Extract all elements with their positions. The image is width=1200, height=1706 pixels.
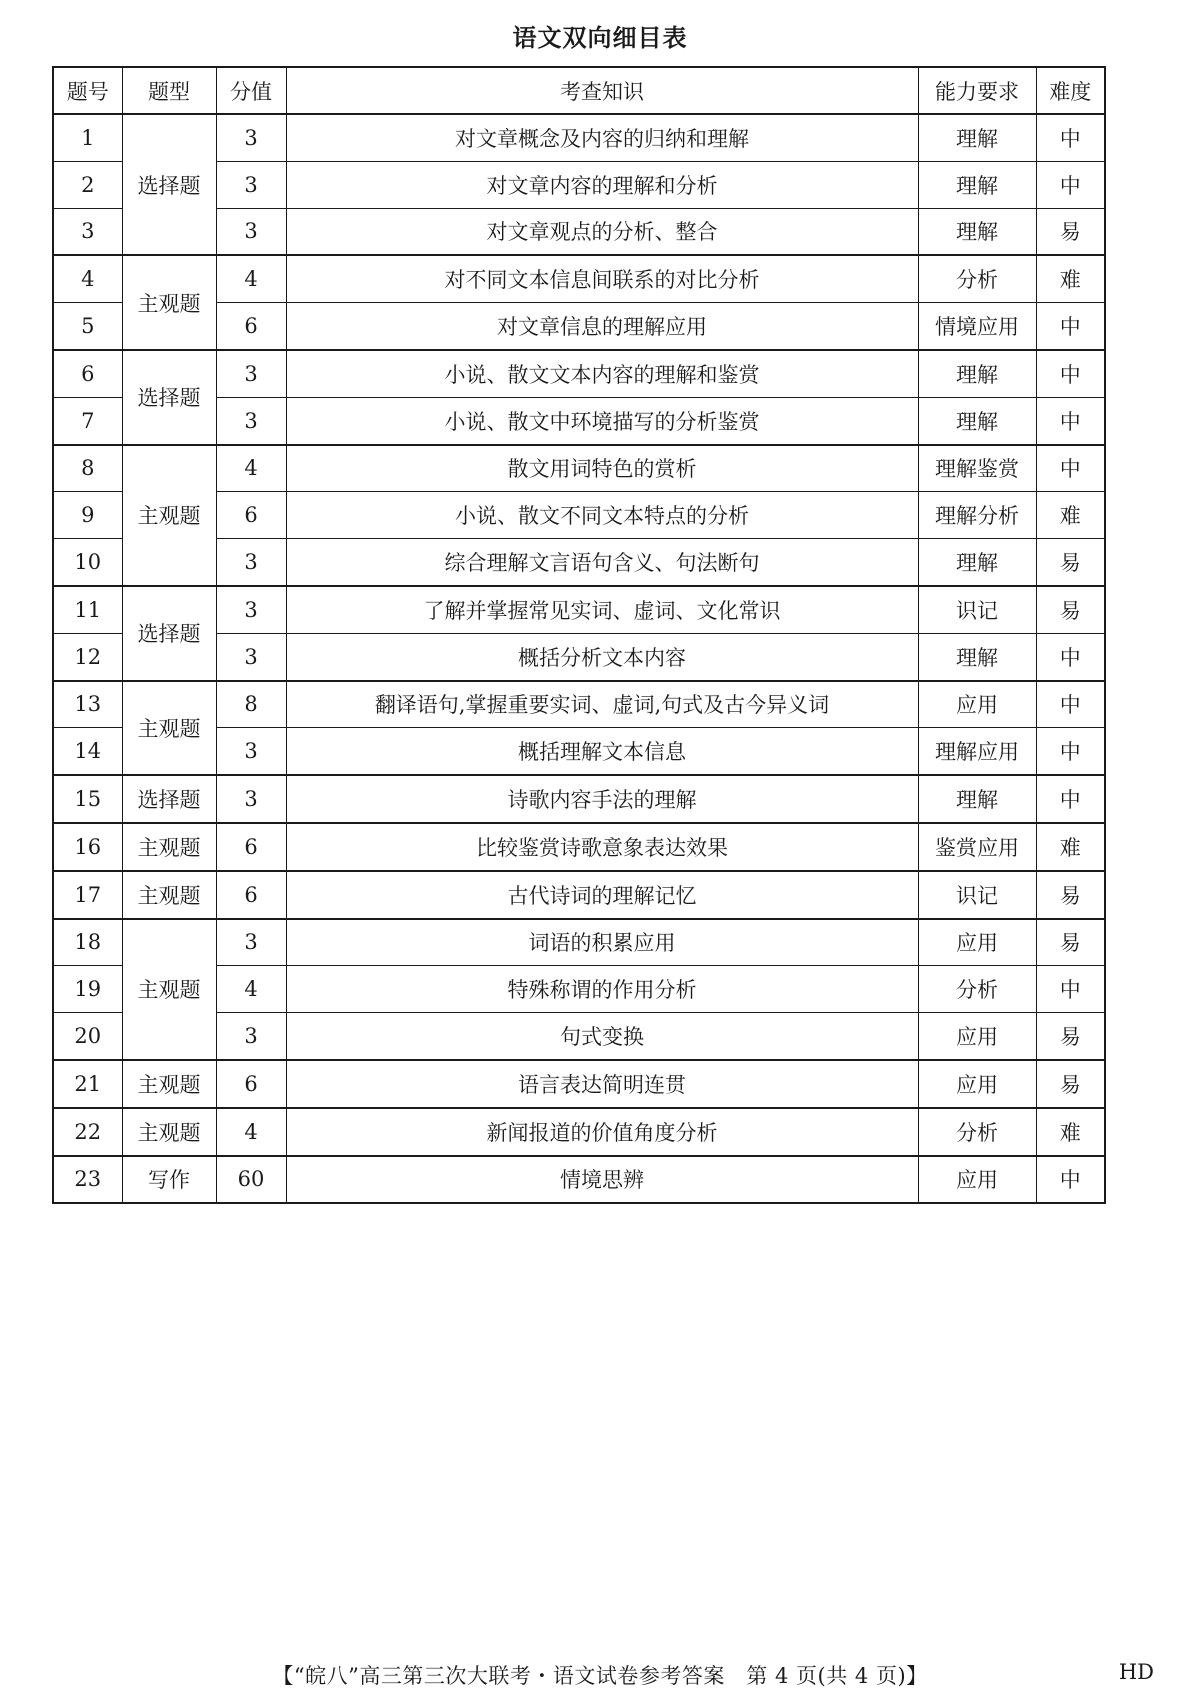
- header-ability: 能力要求: [918, 67, 1036, 114]
- cell-knowledge: 概括分析文本内容: [286, 633, 918, 680]
- cell-question-no: 12: [53, 633, 122, 680]
- cell-question-type: 选择题: [122, 114, 216, 255]
- cell-knowledge: 语言表达简明连贯: [286, 1060, 918, 1108]
- cell-difficulty: 中: [1036, 728, 1105, 775]
- cell-question-no: 18: [53, 919, 122, 966]
- page-title: 语文双向细目表: [512, 24, 688, 52]
- table-row: [53, 775, 1105, 823]
- cell-difficulty: 易: [1036, 1013, 1105, 1060]
- table-row: [53, 1156, 1105, 1204]
- cell-ability: 分析: [918, 255, 1036, 302]
- cell-question-no: 17: [53, 871, 122, 919]
- cell-knowledge: 对不同文本信息间联系的对比分析: [286, 255, 918, 302]
- cell-difficulty: 易: [1036, 919, 1105, 966]
- table-row: [53, 1060, 1105, 1108]
- cell-question-no: 14: [53, 728, 122, 775]
- cell-difficulty: 难: [1036, 823, 1105, 871]
- cell-score: 6: [216, 871, 286, 919]
- table-row: [53, 681, 1105, 728]
- cell-question-no: 5: [53, 303, 122, 350]
- cell-question-no: 23: [53, 1156, 122, 1204]
- cell-question-no: 21: [53, 1060, 122, 1108]
- cell-difficulty: 中: [1036, 114, 1105, 161]
- table-body: [53, 114, 1105, 1203]
- cell-ability: 应用: [918, 919, 1036, 966]
- table-row: [53, 1108, 1105, 1156]
- cell-difficulty: 中: [1036, 161, 1105, 208]
- cell-question-type: 主观题: [122, 823, 216, 871]
- cell-difficulty: 易: [1036, 1060, 1105, 1108]
- footer-code: HD: [1118, 1660, 1154, 1684]
- cell-difficulty: 易: [1036, 208, 1105, 255]
- table-row: [53, 350, 1105, 397]
- cell-score: 3: [216, 397, 286, 444]
- cell-ability: 理解鉴赏: [918, 445, 1036, 492]
- cell-difficulty: 难: [1036, 1108, 1105, 1156]
- cell-knowledge: 特殊称谓的作用分析: [286, 966, 918, 1013]
- cell-difficulty: 中: [1036, 775, 1105, 823]
- cell-ability: 鉴赏应用: [918, 823, 1036, 871]
- cell-ability: 应用: [918, 1156, 1036, 1204]
- cell-knowledge: 综合理解文言语句含义、句法断句: [286, 539, 918, 586]
- cell-knowledge: 对文章内容的理解和分析: [286, 161, 918, 208]
- cell-ability: 理解: [918, 539, 1036, 586]
- cell-question-type: 主观题: [122, 871, 216, 919]
- cell-score: 3: [216, 919, 286, 966]
- cell-score: 3: [216, 350, 286, 397]
- table-header: [53, 67, 1105, 114]
- cell-question-type: 写作: [122, 1156, 216, 1204]
- cell-question-no: 3: [53, 208, 122, 255]
- page-footer: [0, 1660, 1200, 1690]
- cell-knowledge: 对文章概念及内容的归纳和理解: [286, 114, 918, 161]
- cell-knowledge: 散文用词特色的赏析: [286, 445, 918, 492]
- cell-ability: 理解: [918, 208, 1036, 255]
- spec-table: [52, 66, 1106, 1204]
- cell-ability: 应用: [918, 1013, 1036, 1060]
- cell-question-no: 19: [53, 966, 122, 1013]
- cell-question-no: 20: [53, 1013, 122, 1060]
- cell-question-type: 选择题: [122, 775, 216, 823]
- table-row: [53, 823, 1105, 871]
- cell-ability: 理解: [918, 350, 1036, 397]
- cell-difficulty: 易: [1036, 539, 1105, 586]
- header-question-no: 题号: [53, 67, 122, 114]
- cell-difficulty: 中: [1036, 1156, 1105, 1204]
- cell-knowledge: 词语的积累应用: [286, 919, 918, 966]
- cell-difficulty: 中: [1036, 397, 1105, 444]
- cell-question-no: 10: [53, 539, 122, 586]
- header-knowledge: 考查知识: [286, 67, 918, 114]
- cell-ability: 理解应用: [918, 728, 1036, 775]
- cell-question-no: 1: [53, 114, 122, 161]
- cell-knowledge: 小说、散文不同文本特点的分析: [286, 492, 918, 539]
- cell-difficulty: 中: [1036, 350, 1105, 397]
- cell-ability: 分析: [918, 1108, 1036, 1156]
- cell-difficulty: 难: [1036, 492, 1105, 539]
- cell-knowledge: 概括理解文本信息: [286, 728, 918, 775]
- cell-ability: 应用: [918, 1060, 1036, 1108]
- cell-question-no: 7: [53, 397, 122, 444]
- cell-score: 6: [216, 1060, 286, 1108]
- cell-score: 3: [216, 633, 286, 680]
- cell-difficulty: 中: [1036, 445, 1105, 492]
- cell-score: 4: [216, 255, 286, 302]
- cell-knowledge: 小说、散文中环境描写的分析鉴赏: [286, 397, 918, 444]
- cell-score: 3: [216, 539, 286, 586]
- cell-difficulty: 易: [1036, 871, 1105, 919]
- cell-ability: 理解: [918, 397, 1036, 444]
- cell-ability: 情境应用: [918, 303, 1036, 350]
- cell-question-no: 13: [53, 681, 122, 728]
- cell-question-no: 2: [53, 161, 122, 208]
- header-question-type: 题型: [122, 67, 216, 114]
- cell-score: 6: [216, 492, 286, 539]
- cell-score: 4: [216, 966, 286, 1013]
- cell-question-type: 选择题: [122, 350, 216, 445]
- table-row: [53, 586, 1105, 633]
- cell-score: 3: [216, 775, 286, 823]
- cell-question-no: 15: [53, 775, 122, 823]
- cell-ability: 理解: [918, 633, 1036, 680]
- cell-knowledge: 比较鉴赏诗歌意象表达效果: [286, 823, 918, 871]
- cell-score: 3: [216, 728, 286, 775]
- cell-difficulty: 中: [1036, 633, 1105, 680]
- cell-ability: 理解: [918, 161, 1036, 208]
- cell-knowledge: 句式变换: [286, 1013, 918, 1060]
- cell-difficulty: 中: [1036, 303, 1105, 350]
- cell-difficulty: 难: [1036, 255, 1105, 302]
- cell-ability: 识记: [918, 871, 1036, 919]
- cell-question-type: 主观题: [122, 919, 216, 1060]
- table-row: [53, 871, 1105, 919]
- cell-score: 3: [216, 1013, 286, 1060]
- cell-knowledge: 翻译语句,掌握重要实词、虚词,句式及古今异义词: [286, 681, 918, 728]
- table-row: [53, 919, 1105, 966]
- header-difficulty: 难度: [1036, 67, 1105, 114]
- cell-ability: 应用: [918, 681, 1036, 728]
- cell-score: 3: [216, 161, 286, 208]
- cell-difficulty: 易: [1036, 586, 1105, 633]
- cell-question-no: 22: [53, 1108, 122, 1156]
- cell-score: 3: [216, 208, 286, 255]
- header-row: [53, 67, 1105, 114]
- cell-score: 60: [216, 1156, 286, 1204]
- cell-difficulty: 中: [1036, 681, 1105, 728]
- cell-question-no: 11: [53, 586, 122, 633]
- cell-knowledge: 对文章信息的理解应用: [286, 303, 918, 350]
- cell-question-type: 主观题: [122, 445, 216, 586]
- table-row: [53, 445, 1105, 492]
- cell-question-no: 16: [53, 823, 122, 871]
- cell-score: 8: [216, 681, 286, 728]
- cell-question-type: 主观题: [122, 1060, 216, 1108]
- cell-score: 6: [216, 303, 286, 350]
- cell-difficulty: 中: [1036, 966, 1105, 1013]
- cell-question-no: 4: [53, 255, 122, 302]
- cell-ability: 分析: [918, 966, 1036, 1013]
- cell-score: 4: [216, 1108, 286, 1156]
- cell-ability: 理解: [918, 775, 1036, 823]
- cell-ability: 识记: [918, 586, 1036, 633]
- cell-knowledge: 小说、散文文本内容的理解和鉴赏: [286, 350, 918, 397]
- cell-score: 3: [216, 586, 286, 633]
- cell-ability: 理解分析: [918, 492, 1036, 539]
- cell-score: 3: [216, 114, 286, 161]
- cell-score: 4: [216, 445, 286, 492]
- cell-knowledge: 古代诗词的理解记忆: [286, 871, 918, 919]
- cell-question-no: 9: [53, 492, 122, 539]
- cell-knowledge: 情境思辨: [286, 1156, 918, 1204]
- cell-score: 6: [216, 823, 286, 871]
- cell-question-type: 选择题: [122, 586, 216, 681]
- cell-ability: 理解: [918, 114, 1036, 161]
- cell-question-no: 8: [53, 445, 122, 492]
- cell-knowledge: 诗歌内容手法的理解: [286, 775, 918, 823]
- table-row: [53, 114, 1105, 161]
- cell-question-type: 主观题: [122, 255, 216, 350]
- cell-knowledge: 了解并掌握常见实词、虚词、文化常识: [286, 586, 918, 633]
- cell-knowledge: 新闻报道的价值角度分析: [286, 1108, 918, 1156]
- table-row: [53, 255, 1105, 302]
- header-score: 分值: [216, 67, 286, 114]
- footer-text: 【“皖八”高三第三次大联考・语文试卷参考答案 第 4 页(共 4 页)】: [272, 1664, 928, 1688]
- cell-knowledge: 对文章观点的分析、整合: [286, 208, 918, 255]
- cell-question-type: 主观题: [122, 681, 216, 776]
- cell-question-no: 6: [53, 350, 122, 397]
- cell-question-type: 主观题: [122, 1108, 216, 1156]
